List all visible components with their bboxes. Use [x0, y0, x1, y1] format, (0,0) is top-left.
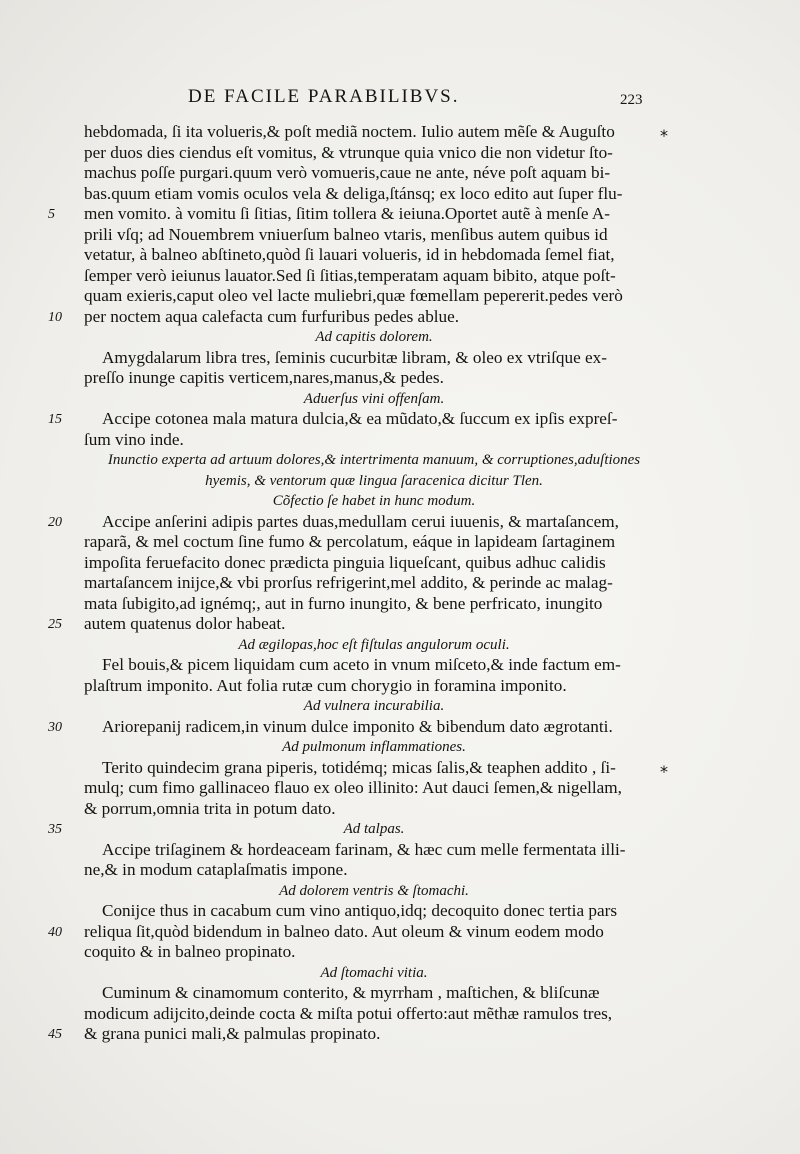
text-line: mata ſubigito,ad ignémq;, aut in furno inungito, & bene perfricato, inungito — [84, 593, 603, 613]
section-heading: Ad pulmonum inflammationes. — [282, 739, 466, 755]
line-number: 15 — [48, 412, 62, 427]
text-line: reliqua ſit,quòd bidendum in balneo dato. Aut oleum & vinum eodem modo — [84, 921, 604, 941]
section-heading: Ad ægilopas,hoc eſt fiſtulas angulorum oculi. — [238, 636, 510, 653]
text-line: Cuminum & cinamomum conterito, & myrrham , maſtichen, & bliſcunæ — [102, 983, 600, 1002]
text-line: mulq; cum fimo gallinaceo flauo ex oleo illinito: Aut dauci ſemen,& nigellam, — [84, 778, 622, 797]
margin-asterisk: * — [660, 761, 668, 781]
section-heading: Cõfectio ſe habet in hunc modum. — [272, 493, 476, 509]
text-line: & grana punici mali,& palmulas propinato. — [84, 1024, 381, 1043]
text-line: machus poſſe purgari.quum verò vomueris,caue ne ante, néve poſt aquam bi- — [84, 163, 611, 182]
line-number: 25 — [48, 617, 62, 632]
line-number: 10 — [48, 309, 62, 325]
section-heading: Aduerſus vini offenſam. — [303, 390, 445, 407]
section-heading: Ad ſtomachi vitia. — [320, 964, 428, 981]
text-line: & porrum,omnia trita in potum dato. — [84, 798, 336, 818]
text-line: per duos dies ciendus eſt vomitus, & vtrunque quia vnico die non videtur ſto- — [84, 142, 613, 162]
text-line: preſſo inunge capitis verticem,nares,manus,& pedes. — [84, 368, 444, 387]
text-line: Ariorepanij radicem,in vinum dulce imponito & bibendum dato ægrotanti. — [102, 716, 613, 736]
section-heading: hyemis, & ventorum quæ lingua ſaracenica dicitur Tlen. — [205, 472, 543, 489]
text-line: ſemper verò ieiunus lauator.Sed ſi ſitias,temperatam aquam bibito, atque poſt- — [84, 265, 616, 285]
text-line: bas.quum etiam vomis oculos vela & deliga,ſtánsq; ex loco edito aut ſuper flu- — [84, 183, 623, 203]
section-heading: Ad capitis dolorem. — [315, 329, 433, 345]
text-line: Accipe triſaginem & hordeaceam farinam, & hæc cum melle fermentata illi- — [102, 839, 626, 859]
text-line: Accipe anſerini adipis partes duas,medullam cerui iuuenis, & martaſancem, — [102, 511, 619, 531]
text-line: ne,& in modum cataplaſmatis impone. — [84, 860, 348, 879]
line-number: 20 — [48, 514, 62, 530]
line-number: 5 — [48, 207, 55, 222]
text-line: coquito & in balneo propinato. — [84, 942, 296, 961]
text-line: vetatur, à balneo abſtineto,quòd ſi lauari volueris, id in hebdomada ſemel fiat, — [84, 245, 615, 264]
line-number: 45 — [48, 1027, 62, 1042]
text-line: modicum adijcito,deinde cocta & miſta potui offerto:aut mẽthæ ramulos tres, — [84, 1003, 613, 1023]
text-line: martaſancem inijce,& vbi prorſus refrigerint,mel addito, & perinde ac malag- — [84, 573, 613, 592]
text-line: autem quatenus dolor habeat. — [84, 614, 286, 633]
text-line: Amygdalarum libra tres, ſeminis cucurbitæ libram, & oleo ex vtriſque ex- — [102, 347, 607, 367]
text-line: plaſtrum imponito. Aut folia rutæ cum chorygio in foramina imponito. — [84, 675, 567, 695]
text-line: Fel bouis,& picem liquidam cum aceto in vnum miſceto,& inde factum em- — [102, 655, 621, 674]
text-line: hebdomada, ſi ita volueris,& poſt mediã noctem. Iulio autem mẽſe & Auguſto — [84, 122, 615, 141]
margin-asterisk: * — [660, 126, 668, 145]
line-number: 35 — [48, 822, 62, 837]
line-number: 40 — [48, 924, 62, 940]
section-heading: Inunctio experta ad artuum dolores,& intertrimenta manuum, & corruptiones,aduſtiones — [107, 452, 641, 468]
text-line: per noctem aqua calefacta cum furfuribus pedes ablue. — [84, 306, 460, 326]
section-heading: Ad talpas. — [343, 821, 405, 837]
text-line: Accipe cotonea mala matura dulcia,& ea mũdato,& ſuccum ex ipſis expreſ- — [102, 409, 618, 428]
section-heading: Ad vulnera incurabilia. — [303, 698, 445, 714]
text-line: quam exieris,caput oleo vel lacte muliebri,quæ fœmellam pepererit.pedes verò — [84, 286, 623, 305]
body-text — [84, 122, 664, 1045]
text-line: impoſita feruefacito donec prædicta pinguia liqueſcant, quibus adhuc calidis — [84, 552, 606, 572]
section-heading: Ad dolorem ventris & ſtomachi. — [279, 882, 469, 899]
text-line: ſum vino inde. — [84, 429, 184, 449]
text-line: Conijce thus in cacabum cum vino antiquo,idq; decoquito donec tertia pars — [102, 901, 618, 920]
text-line: men vomito. à vomitu ſi ſitias, ſitim tollera & ieiuna.Oportet autẽ à menſe A- — [84, 204, 611, 223]
text-line: raparã, & mel coctum ſine fumo & percolatum, eáque in lapideam ſartaginem — [84, 532, 616, 551]
running-header: DE FACILE PARABILIBVS. — [188, 86, 460, 107]
line-number: 30 — [48, 719, 62, 735]
text-line: prili vſq; ad Nouembrem vniuerſum balneo vtaris, menſibus autem quibus id — [84, 224, 608, 244]
page-number: 223 — [620, 92, 643, 108]
text-line: Terito quindecim grana piperis, totidémq; micas ſalis,& teaphen addito , ſi- — [102, 757, 616, 777]
